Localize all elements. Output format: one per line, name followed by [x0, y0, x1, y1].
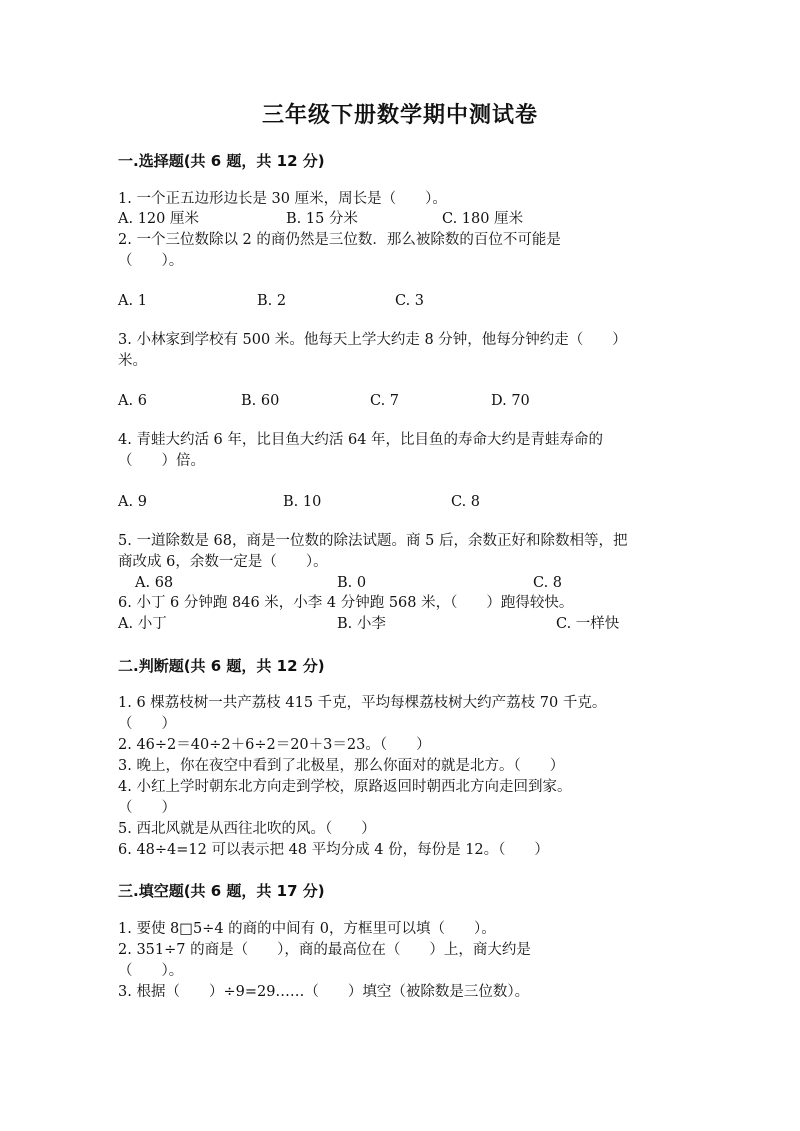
option-c: C. 7	[370, 393, 400, 409]
page-title: 三年级下册数学期中测试卷	[261, 102, 538, 128]
option-c: C. 8	[451, 494, 481, 510]
option-a: A. 小丁	[118, 616, 167, 632]
question-text: 2. 一个三位数除以 2 的商仍然是三位数．那么被除数的百位不可能是	[118, 232, 561, 248]
question-text: 1. 一个正五边形边长是 30 厘米，周长是（ ）。	[118, 191, 447, 207]
option-b: B. 2	[257, 293, 287, 309]
question-text: 米。	[118, 353, 147, 369]
option-a: A. 6	[118, 393, 147, 409]
question-text: 2. 46÷2＝40÷2＋6÷2＝20＋3＝23。（ ）	[118, 737, 431, 753]
option-b: B. 15 分米	[286, 211, 358, 227]
question-text: （ ）	[118, 716, 176, 732]
option-a: A. 68	[135, 575, 174, 591]
question-text: 3. 根据（ ）÷9=29……（ ）填空（被除数是三位数）。	[118, 984, 530, 1000]
section-heading-fill: 三.填空题(共 6 题，共 17 分)	[118, 882, 325, 900]
option-b: B. 60	[241, 393, 280, 409]
question-text: 6. 小丁 6 分钟跑 846 米，小李 4 分钟跑 568 米，（ ）跑得较快。	[118, 595, 574, 611]
question-text: 3. 晚上，你在夜空中看到了北极星，那么你面对的就是北方。（ ）	[118, 758, 565, 774]
question-text: 3. 小林家到学校有 500 米。他每天上学大约走 8 分钟，他每分钟约走（ ）	[118, 332, 627, 348]
option-b: B. 0	[337, 575, 367, 591]
question-text: 4. 青蛙大约活 6 年，比目鱼大约活 64 年，比目鱼的寿命大约是青蛙寿命的	[118, 432, 604, 448]
question-text: 6. 48÷4=12 可以表示把 48 平均分成 4 份，每份是 12。（ ）	[118, 842, 549, 858]
option-c: C. 8	[533, 575, 563, 591]
question-text: 2. 351÷7 的商是（ ），商的最高位在（ ）上，商大约是	[118, 942, 531, 958]
question-text: （ ）。	[118, 253, 184, 269]
question-text: （ ）	[118, 800, 176, 816]
option-b: B. 小李	[337, 616, 386, 632]
question-text: 5. 西北风就是从西往北吹的风。（ ）	[118, 821, 376, 837]
option-d: D. 70	[491, 393, 530, 409]
question-text: 商改成 6，余数一定是（ ）。	[118, 554, 328, 570]
option-c: C. 3	[395, 293, 425, 309]
question-text: 5. 一道除数是 68，商是一位数的除法试题。商 5 后，余数正好和除数相等，把	[118, 533, 628, 549]
question-text: （ ）倍。	[118, 453, 205, 469]
option-a: A. 120 厘米	[118, 211, 199, 227]
section-heading-judge: 二.判断题(共 6 题，共 12 分)	[118, 657, 325, 675]
question-text: （ ）。	[118, 963, 184, 979]
question-text: 4. 小红上学时朝东北方向走到学校，原路返回时朝西北方向走回到家。	[118, 779, 572, 795]
question-text: 1. 要使 8□5÷4 的商的中间有 0，方框里可以填（ ）。	[118, 921, 496, 937]
option-a: A. 9	[118, 494, 147, 510]
question-text: 1. 6 棵荔枝树一共产荔枝 415 千克，平均每棵荔枝树大约产荔枝 70 千克。	[118, 695, 607, 711]
option-c: C. 一样快	[556, 616, 620, 632]
option-c: C. 180 厘米	[442, 211, 524, 227]
option-a: A. 1	[118, 293, 147, 309]
option-b: B. 10	[283, 494, 322, 510]
section-heading-choice: 一.选择题(共 6 题，共 12 分)	[118, 152, 325, 170]
